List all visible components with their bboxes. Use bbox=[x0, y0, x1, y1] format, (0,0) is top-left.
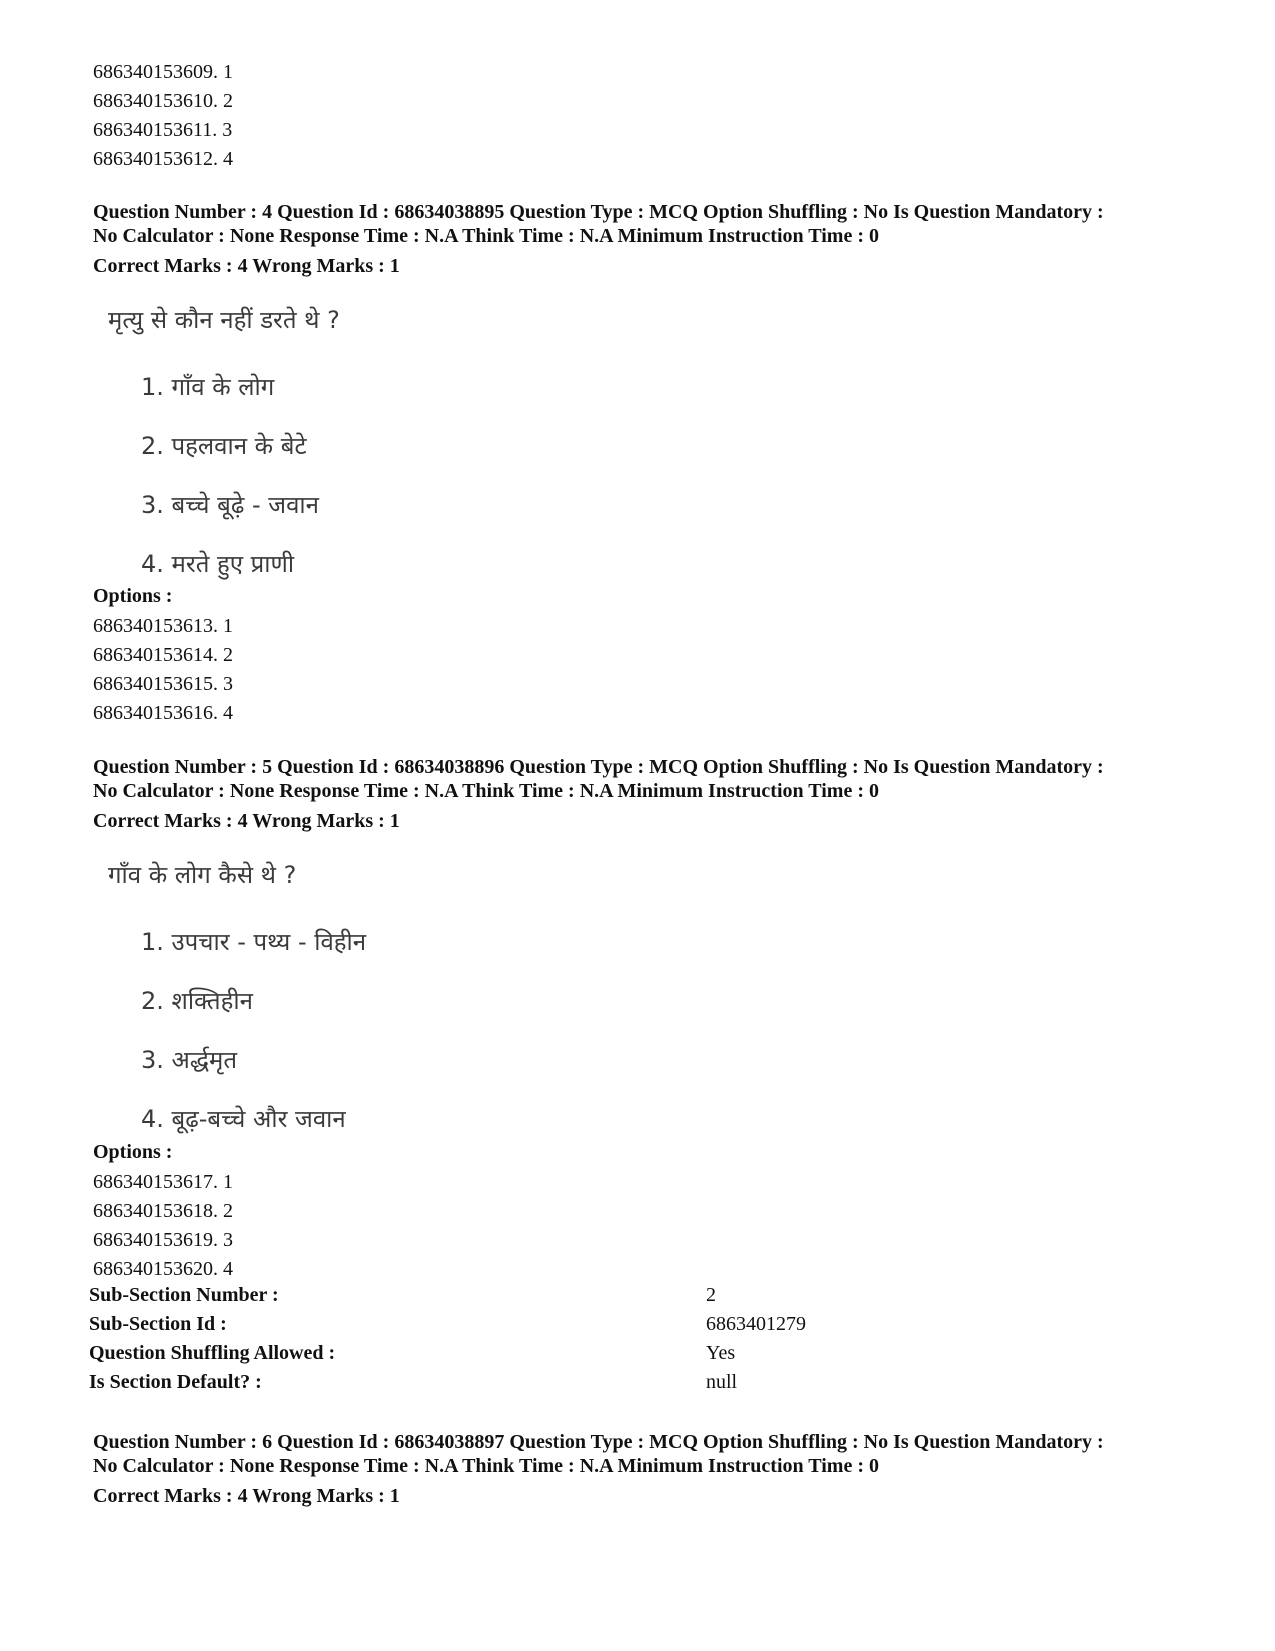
option-item: 686340153617. 1 bbox=[93, 1171, 233, 1193]
question-6-meta bbox=[93, 1430, 1213, 1508]
question-4-body bbox=[108, 300, 340, 594]
question-meta-line1: Question Number : 4 Question Id : 68634038895 Question Type : MCQ Option Shuffling : No Is Question Mandatory : bbox=[93, 201, 1104, 223]
subsection-value: Yes bbox=[706, 1342, 736, 1364]
question-choice: 1. उपचार - पथ्य - विहीन bbox=[141, 928, 367, 956]
question-choice: 4. बूढ़-बच्चे और जवान bbox=[141, 1105, 346, 1133]
subsection-value: 6863401279 bbox=[706, 1313, 806, 1335]
option-item: 686340153613. 1 bbox=[93, 615, 233, 637]
question-meta-line1: Question Number : 5 Question Id : 68634038896 Question Type : MCQ Option Shuffling : No Is Question Mandatory : bbox=[93, 756, 1104, 778]
option-item: 686340153614. 2 bbox=[93, 644, 233, 666]
option-item: 686340153612. 4 bbox=[93, 148, 233, 170]
question-choice: 1. गाँव के लोग bbox=[141, 373, 275, 401]
question-4-options bbox=[93, 612, 233, 728]
option-item: 686340153619. 3 bbox=[93, 1229, 233, 1251]
subsection-value: 2 bbox=[706, 1284, 716, 1306]
option-item: 686340153616. 4 bbox=[93, 702, 233, 724]
option-item: 686340153620. 4 bbox=[93, 1258, 233, 1280]
subsection-value: null bbox=[706, 1371, 738, 1393]
question-meta-line2: No Calculator : None Response Time : N.A Think Time : N.A Minimum Instruction Time : 0 bbox=[93, 780, 879, 802]
option-item: 686340153609. 1 bbox=[93, 61, 233, 83]
option-item: 686340153618. 2 bbox=[93, 1200, 233, 1222]
option-item: 686340153610. 2 bbox=[93, 90, 233, 112]
top-options-list bbox=[93, 58, 233, 174]
question-5-options bbox=[93, 1168, 233, 1284]
question-choice: 3. बच्चे बूढ़े - जवान bbox=[141, 491, 319, 519]
option-item: 686340153615. 3 bbox=[93, 673, 233, 695]
subsection-label: Question Shuffling Allowed : bbox=[89, 1342, 336, 1364]
question-marks: Correct Marks : 4 Wrong Marks : 1 bbox=[93, 810, 400, 832]
question-choice: 2. शक्तिहीन bbox=[141, 987, 253, 1015]
subsection-label: Sub-Section Number : bbox=[89, 1284, 279, 1306]
question-marks: Correct Marks : 4 Wrong Marks : 1 bbox=[93, 255, 400, 277]
question-text: मृत्यु से कौन नहीं डरते थे ? bbox=[108, 306, 340, 334]
question-choice: 3. अर्द्धमृत bbox=[141, 1046, 238, 1074]
question-text: गाँव के लोग कैसे थे ? bbox=[108, 861, 297, 889]
option-item: 686340153611. 3 bbox=[93, 119, 233, 141]
subsection-label: Is Section Default? : bbox=[89, 1371, 262, 1393]
options-label: Options : bbox=[93, 1141, 173, 1163]
options-label: Options : bbox=[93, 585, 173, 607]
question-choice: 4. मरते हुए प्राणी bbox=[141, 550, 295, 578]
question-meta-line2: No Calculator : None Response Time : N.A Think Time : N.A Minimum Instruction Time : 0 bbox=[93, 225, 879, 247]
question-4-meta bbox=[93, 200, 1213, 278]
question-meta-line2: No Calculator : None Response Time : N.A Think Time : N.A Minimum Instruction Time : 0 bbox=[93, 1455, 879, 1477]
question-marks: Correct Marks : 4 Wrong Marks : 1 bbox=[93, 1485, 400, 1507]
question-5-body bbox=[108, 855, 366, 1149]
question-choice: 2. पहलवान के बेटे bbox=[141, 432, 307, 460]
question-5-meta bbox=[93, 755, 1213, 833]
subsection-label: Sub-Section Id : bbox=[89, 1313, 227, 1335]
question-meta-line1: Question Number : 6 Question Id : 68634038897 Question Type : MCQ Option Shuffling : No Is Question Mandatory : bbox=[93, 1431, 1104, 1453]
